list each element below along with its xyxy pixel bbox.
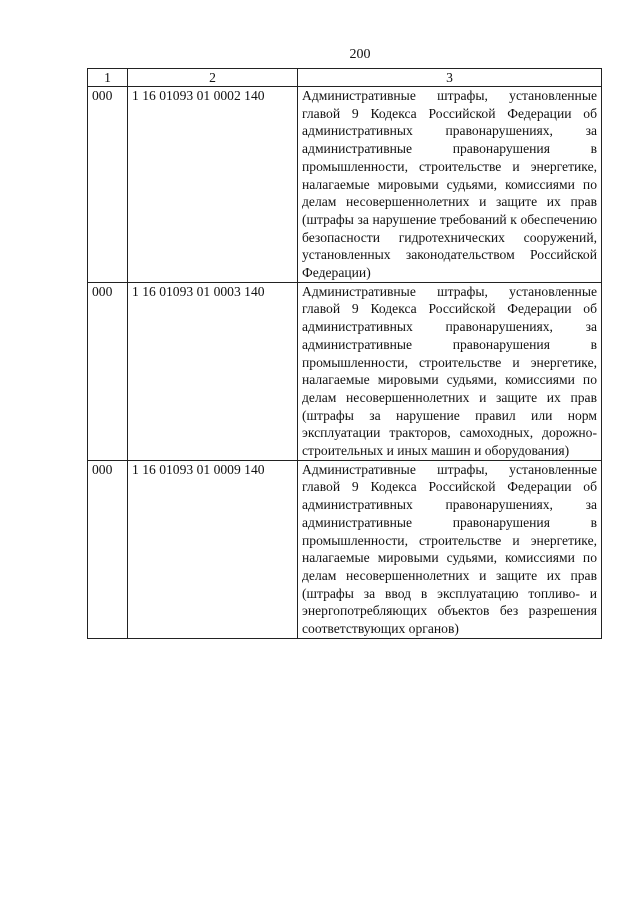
description-cell: Административные штрафы, установленные главой 9 Кодекса Российской Федерации об административных правонарушениях, за административные правонарушения в промышленности, строительстве и энергетике, налагаемые мировыми судьями, комиссиями по делам несовершеннолетних и защите их прав (штрафы за нарушение требований к обеспечению безопасности гидротехнических сооружений, установленных законодательством Российской Федерации) — [298, 87, 602, 283]
table-row — [88, 87, 602, 283]
description-cell: Административные штрафы, установленные главой 9 Кодекса Российской Федерации об административных правонарушениях, за административные правонарушения в промышленности, строительстве и энергетике, налагаемые мировыми судьями, комиссиями по делам несовершеннолетних и защите их прав (штрафы за ввод в эксплуатацию топливо- и энергопотребляющих объектов без разрешения соответствующих органов) — [298, 460, 602, 638]
budget-classification-code-cell: 1 16 01093 01 0002 140 — [128, 87, 298, 283]
table-row — [88, 460, 602, 638]
budget-classification-code-cell: 1 16 01093 01 0003 140 — [128, 282, 298, 460]
admin-code-cell: 000 — [88, 282, 128, 460]
description-cell: Административные штрафы, установленные главой 9 Кодекса Российской Федерации об административных правонарушениях, за административные правонарушения в промышленности, строительстве и энергетике, налагаемые мировыми судьями, комиссиями по делам несовершеннолетних и защите их прав (штрафы за нарушение правил или норм эксплуатации тракторов, самоходных, дорожно-строительных и иных машин и оборудования) — [298, 282, 602, 460]
budget-classification-code-cell: 1 16 01093 01 0009 140 — [128, 460, 298, 638]
column-header-1: 1 — [88, 69, 128, 87]
budget-code-table — [87, 68, 602, 639]
admin-code-cell: 000 — [88, 87, 128, 283]
column-header-3: 3 — [298, 69, 602, 87]
admin-code-cell: 000 — [88, 460, 128, 638]
column-header-2: 2 — [128, 69, 298, 87]
table-row — [88, 282, 602, 460]
table-header-row — [88, 69, 602, 87]
page-number: 200 — [349, 47, 371, 62]
